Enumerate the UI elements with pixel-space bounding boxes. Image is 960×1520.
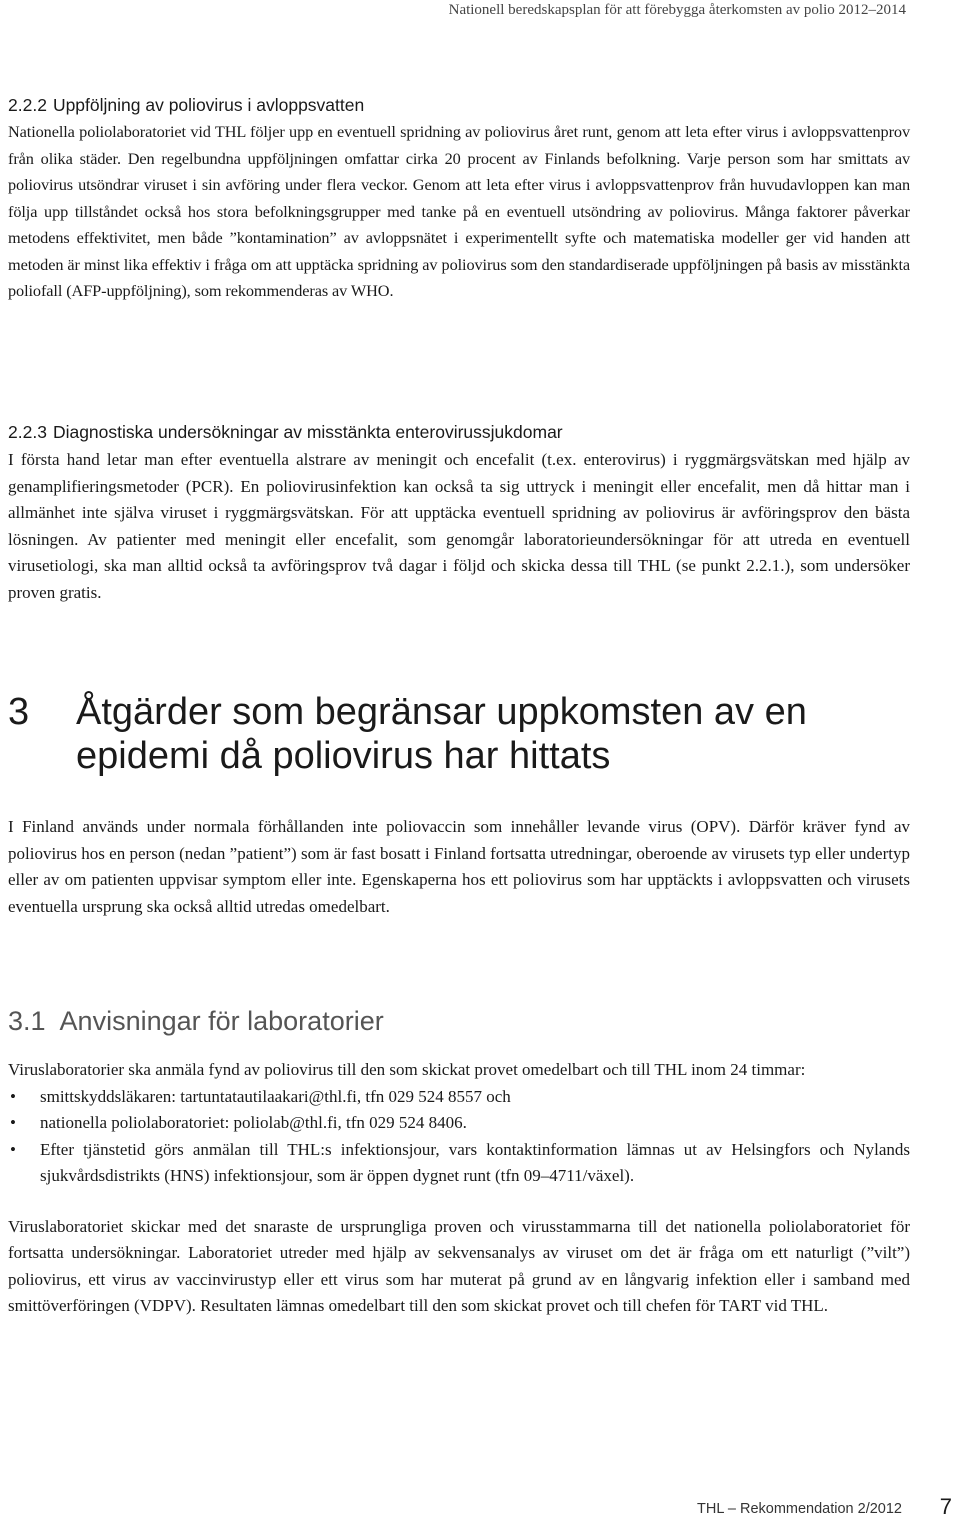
list-item: • nationella poliolaboratoriet: poliolab@thl.fi, tfn 029 524 8406. bbox=[8, 1110, 910, 1137]
section-heading-2-2-3 bbox=[8, 421, 910, 443]
page-number: 7 bbox=[939, 1494, 952, 1519]
section-3-1-body bbox=[8, 1057, 910, 1320]
chapter-3-intro bbox=[8, 814, 910, 920]
body-paragraph: I första hand letar man efter eventuella alstrare av meningit och encefalit (t.ex. enterovirus) i ryggmärgsvätskan med hjälp av genamplifieringsmetoder (PCR). En poliovirusinfektion kan också ta sig uttryck i meningit eller encefalit, men då hittar man i allmänhet inte själva viruset i ryggmärgsvätskan. För att upptäcka eventuell spridning av poliovirus är avföringsprov den bästa lösningen. Av patienter med meningit eller encefalit, som genomgår laboratorieundersökningar för att utreda en eventuell virusetiologi, ska man alltid också ta avföringsprov två dagar i följd och skicka dessa till THL (se punkt 2.2.1.), som undersöker proven gratis. bbox=[8, 450, 910, 602]
section-title: Uppföljning av poliovirus i avloppsvatten bbox=[52, 95, 365, 115]
section-heading-2-2-2 bbox=[8, 94, 910, 116]
running-header: Nationell beredskapsplan för att förebygga återkomsten av polio 2012–2014 bbox=[448, 2, 906, 18]
chapter-number: 3 bbox=[8, 691, 30, 733]
section-title: Diagnostiska undersökningar av misstänkta enterovirussjukdomar bbox=[52, 422, 563, 442]
section-title: Anvisningar för laboratorier bbox=[59, 1006, 384, 1036]
chapter-title: Åtgärder som begränsar uppkomsten av en epidemi då poliovirus har hittats bbox=[76, 691, 807, 777]
section-number: 2.2.3 bbox=[8, 422, 47, 442]
section-2-2-2 bbox=[8, 94, 910, 305]
bullet-list bbox=[8, 1084, 910, 1190]
section-heading-3-1 bbox=[8, 1004, 384, 1038]
section-number: 2.2.2 bbox=[8, 95, 47, 115]
body-paragraph: Viruslaboratoriet skickar med det snaraste de ursprungliga proven och virusstammarna till det nationella poliolaboratoriet för fortsatta undersökningar. Laboratoriet utreder med hjälp av sekvensanalys av viruset om det är fråga om ett naturligt (”vilt”) poliovirus, ett virus av vaccinvirustyp eller ett virus som har muterat på grund av en långvarig infektion eller i samband med smittöverföringen (VDPV). Resultaten lämnas omedelbart till den som skickat provet och till chefen för TART vid THL. bbox=[8, 1216, 910, 1315]
body-paragraph: Viruslaboratorier ska anmäla fynd av poliovirus till den som skickat provet omedelbart och till THL inom 24 timmar: bbox=[8, 1060, 806, 1079]
list-item: • smittskyddsläkaren: tartuntatautilaakari@thl.fi, tfn 029 524 8557 och bbox=[8, 1084, 910, 1111]
body-paragraph: I Finland används under normala förhållanden inte poliovaccin som innehåller levande virus (OPV). Därför kräver fynd av poliovirus hos en person (nedan ”patient”) som är fast bosatt i Finland fortsatta utredningar, oberoende av virusets typ eller undertyp eller av om patienten uppvisar symptom eller inte. Egenskaperna hos ett poliovirus som har upptäckts i avloppsvatten och virusets eventuella ursprung ska också alltid utredas omedelbart. bbox=[8, 817, 910, 916]
footer-publication: THL – Rekommendation 2/2012 bbox=[697, 1501, 902, 1517]
list-item: • Efter tjänstetid görs anmälan till THL:s infektionsjour, vars kontaktinformation lämnas ut av Helsingfors och Nylands sjukvårdsdistrikts (HNS) infektionsjour, som är öppen dygnet runt (tfn 09–4711/växel). bbox=[8, 1137, 910, 1190]
section-2-2-3 bbox=[8, 421, 910, 606]
body-paragraph: Nationella poliolaboratoriet vid THL följer upp en eventuell spridning av poliovirus året runt, genom att leta efter virus i avloppsvattenprov från olika städer. Den regelbundna uppföljningen omfattar cirka 20 procent av Finlands befolkning. Varje person som har smittats av poliovirus utsöndrar viruset i sin avföring under flera veckor. Genom att leta efter virus i avloppsvattenprov från huvudavloppen kan man följa upp tillståndet också hos stora befolkningsgrupper med tanke på en eventuell utsöndring av poliovirus. Många faktorer påverkar metodens effektivitet, men både ”kontamination” av avloppsnätet i experimentellt syfte och matematiska modeller ger vid handen att metoden är minst lika effektiv i fråga om att upptäcka spridning av poliovirus som den standardiserade uppföljningen på basis av misstänkta poliofall (AFP-uppföljning), som rekommenderas av WHO. bbox=[8, 122, 910, 300]
section-number: 3.1 bbox=[8, 1006, 46, 1036]
